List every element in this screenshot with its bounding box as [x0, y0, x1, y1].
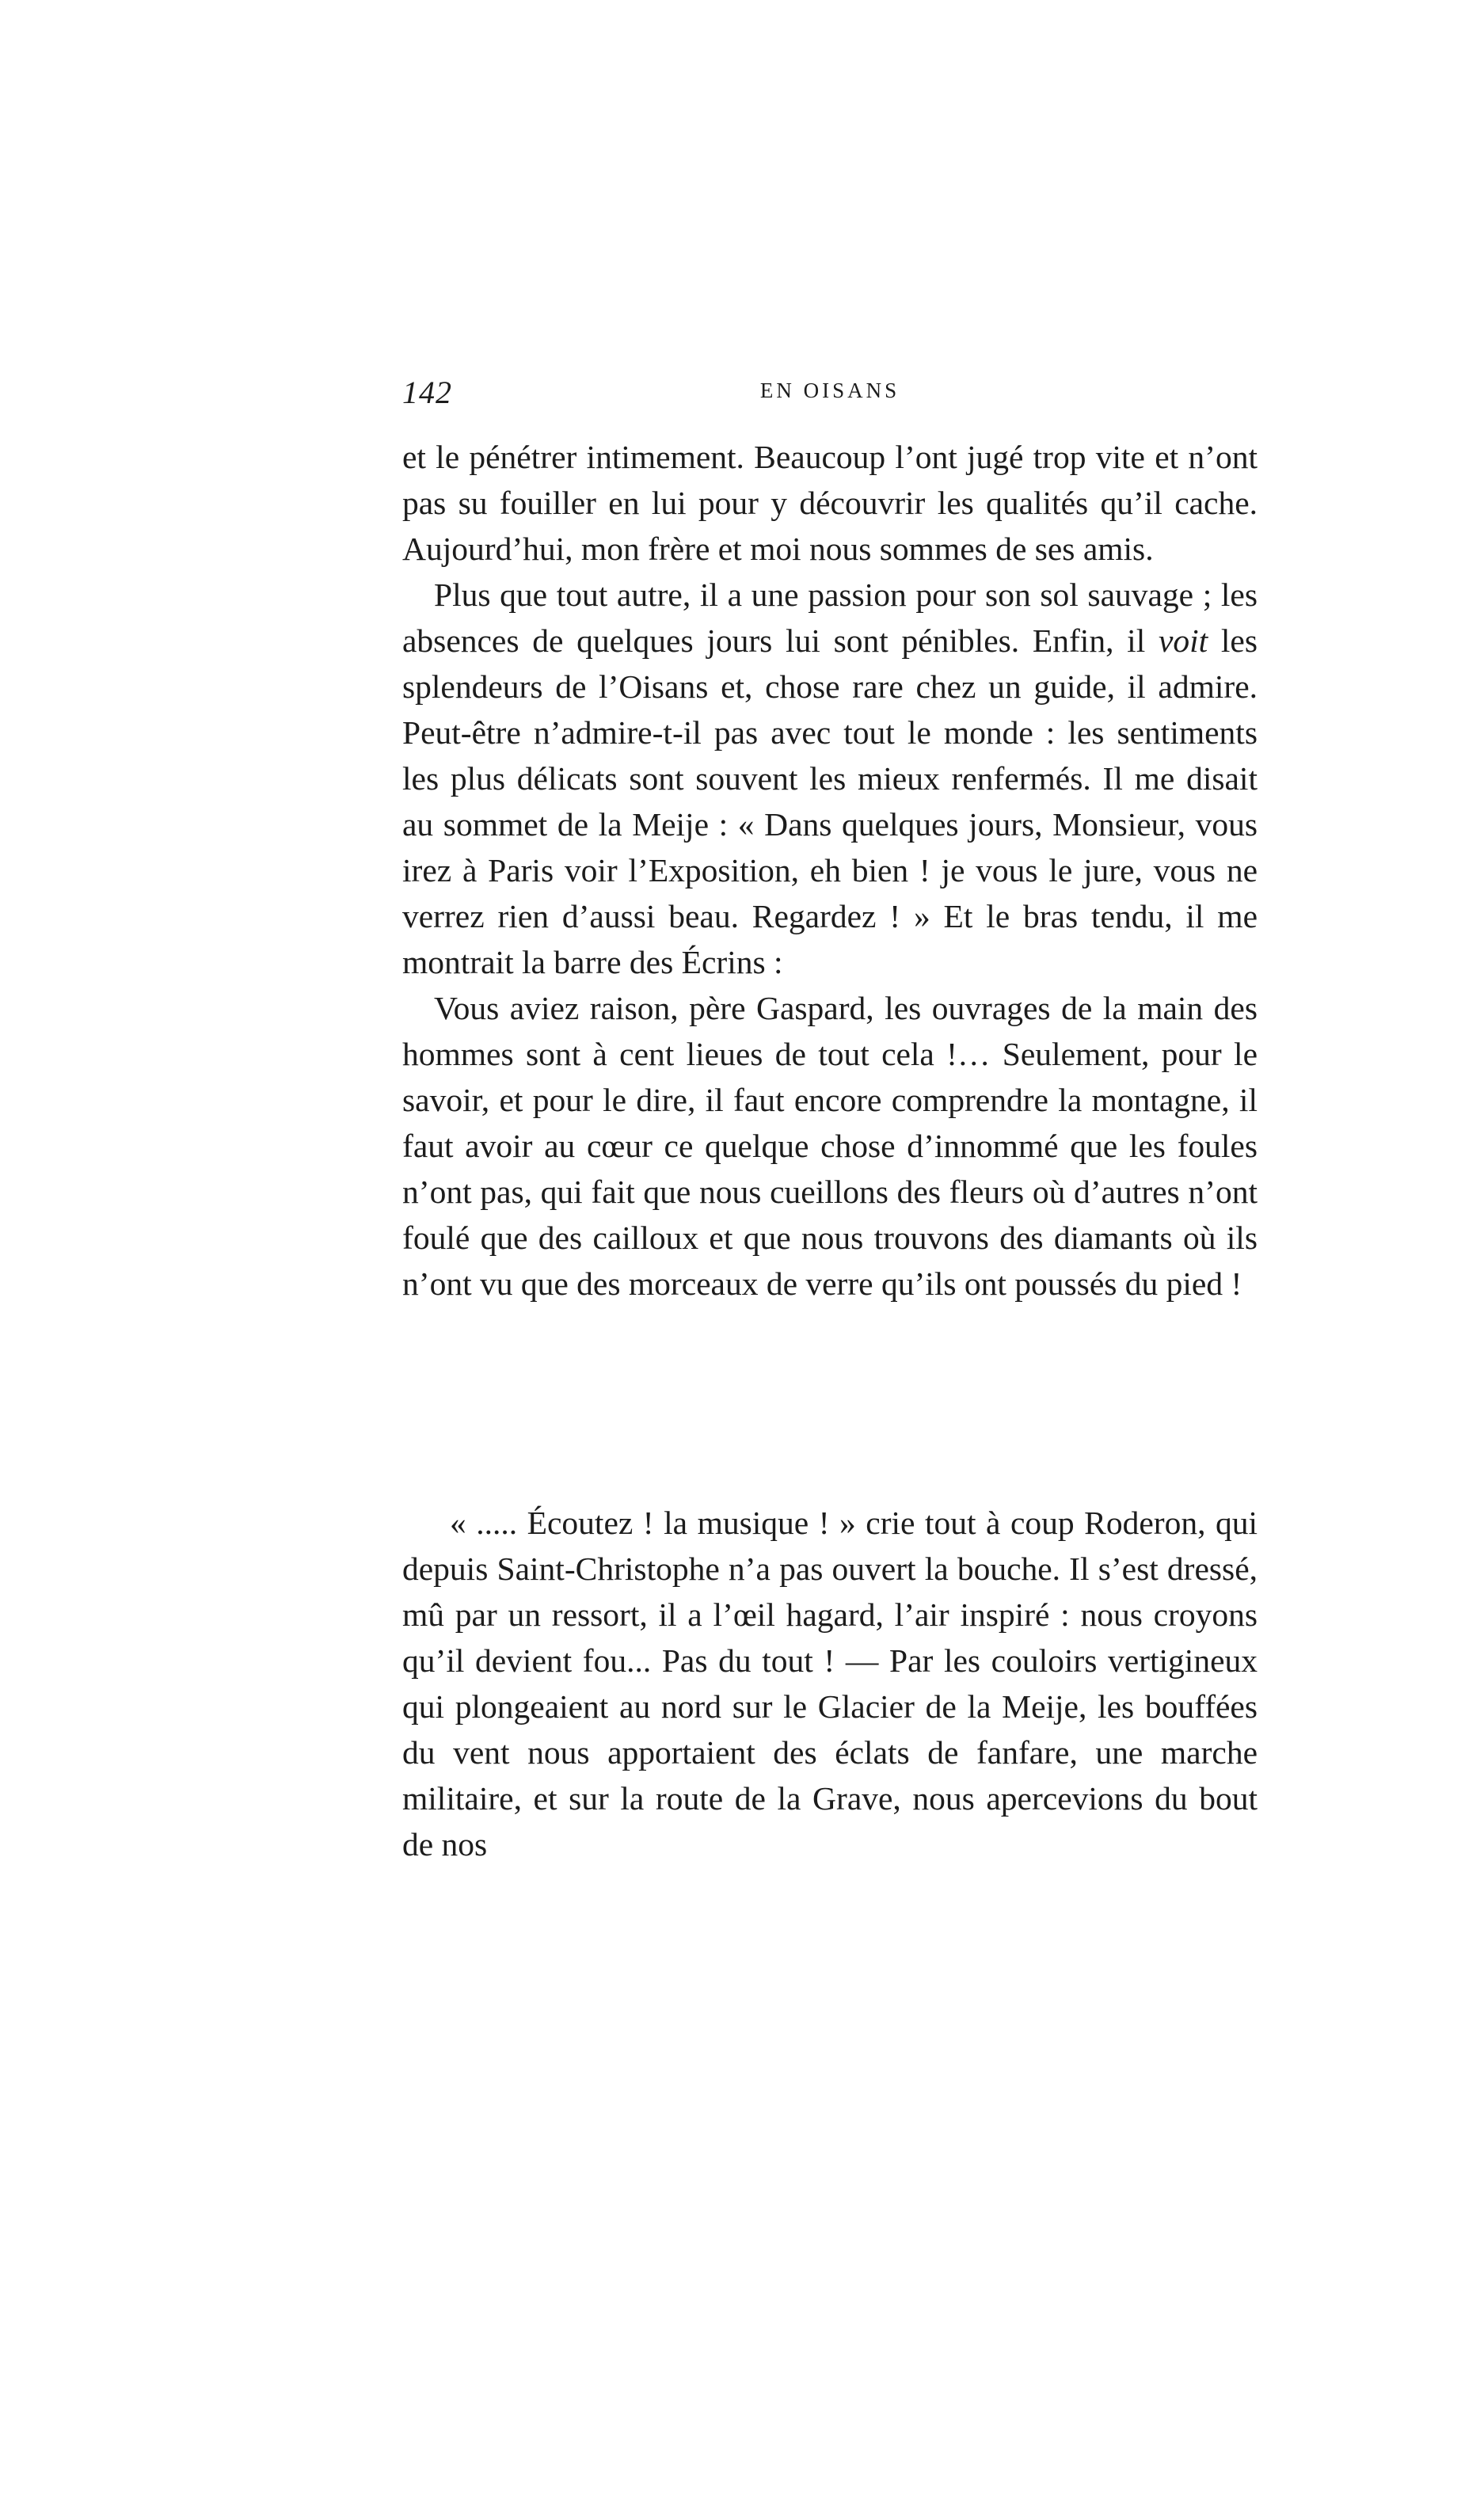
paragraph-2 — [402, 572, 1258, 985]
running-title: EN OISANS — [759, 379, 900, 402]
paragraph-3: Vous aviez raison, père Gaspard, les ouvrages de la main des hommes sont à cent lieues de tout cela !… Seulement, pour le savoir, et pour le dire, il faut encore comprendre la montagne, il faut avoir au cœur ce quelque chose d’innommé que les foules n’ont pas, qui fait que nous cueillons des fleurs où d’autres n’ont foulé que des cailloux et que nous trouvons des diamants où ils n’ont vu que des morceaux de verre qu’ils ont poussés du pied ! — [402, 990, 1258, 1302]
paragraph-4: « ..... Écoutez ! la musique ! » crie tout à coup Roderon, qui depuis Saint-Christophe n’a pas ouvert la bouche. Il s’est dressé, mû par un ressort, il a l’œil hagard, l’air inspiré : nous croyons qu’il devient fou... Pas du tout ! — Par les couloirs vertigineux qui plongeaient au nord sur le Glacier de la Meije, les bouffées du vent nous apportaient des éclats de fanfare, une marche militaire, et sur la route de la Grave, nous apercevions du bout de nos — [402, 1505, 1258, 1862]
paragraph-2-start: Plus que tout autre, il a une passion pour son sol sauvage ; les absences de quelques jours lui sont pénibles. Enfin, il — [402, 576, 1258, 659]
main-text-bottom — [402, 1500, 1258, 1867]
emphasis-voit: voit — [1158, 622, 1208, 659]
main-text-top — [402, 434, 1258, 1307]
page-number: 142 — [402, 375, 452, 410]
paragraph-2-end: les splendeurs de l’Oisans et, chose rare chez un guide, il admire. Peut-être n’admire-t-il pas avec tout le monde : les sentiments les plus délicats sont souvent les mieux renfermés. Il me disait au sommet de la Meije : « Dans quelques jours, Monsieur, vous irez à Paris voir l’Exposition, eh bien ! je vous le jure, vous ne verrez rien d’aussi beau. Regardez ! » Et le bras tendu, il me montrait la barre des Écrins : — [402, 622, 1258, 980]
paragraph-1: et le pénétrer intimement. Beaucoup l’ont jugé trop vite et n’ont pas su fouiller en lui pour y découvrir les qualités qu’il cache. Aujourd’hui, mon frère et moi nous sommes de ses amis. — [402, 439, 1258, 567]
page-header — [402, 374, 1258, 421]
